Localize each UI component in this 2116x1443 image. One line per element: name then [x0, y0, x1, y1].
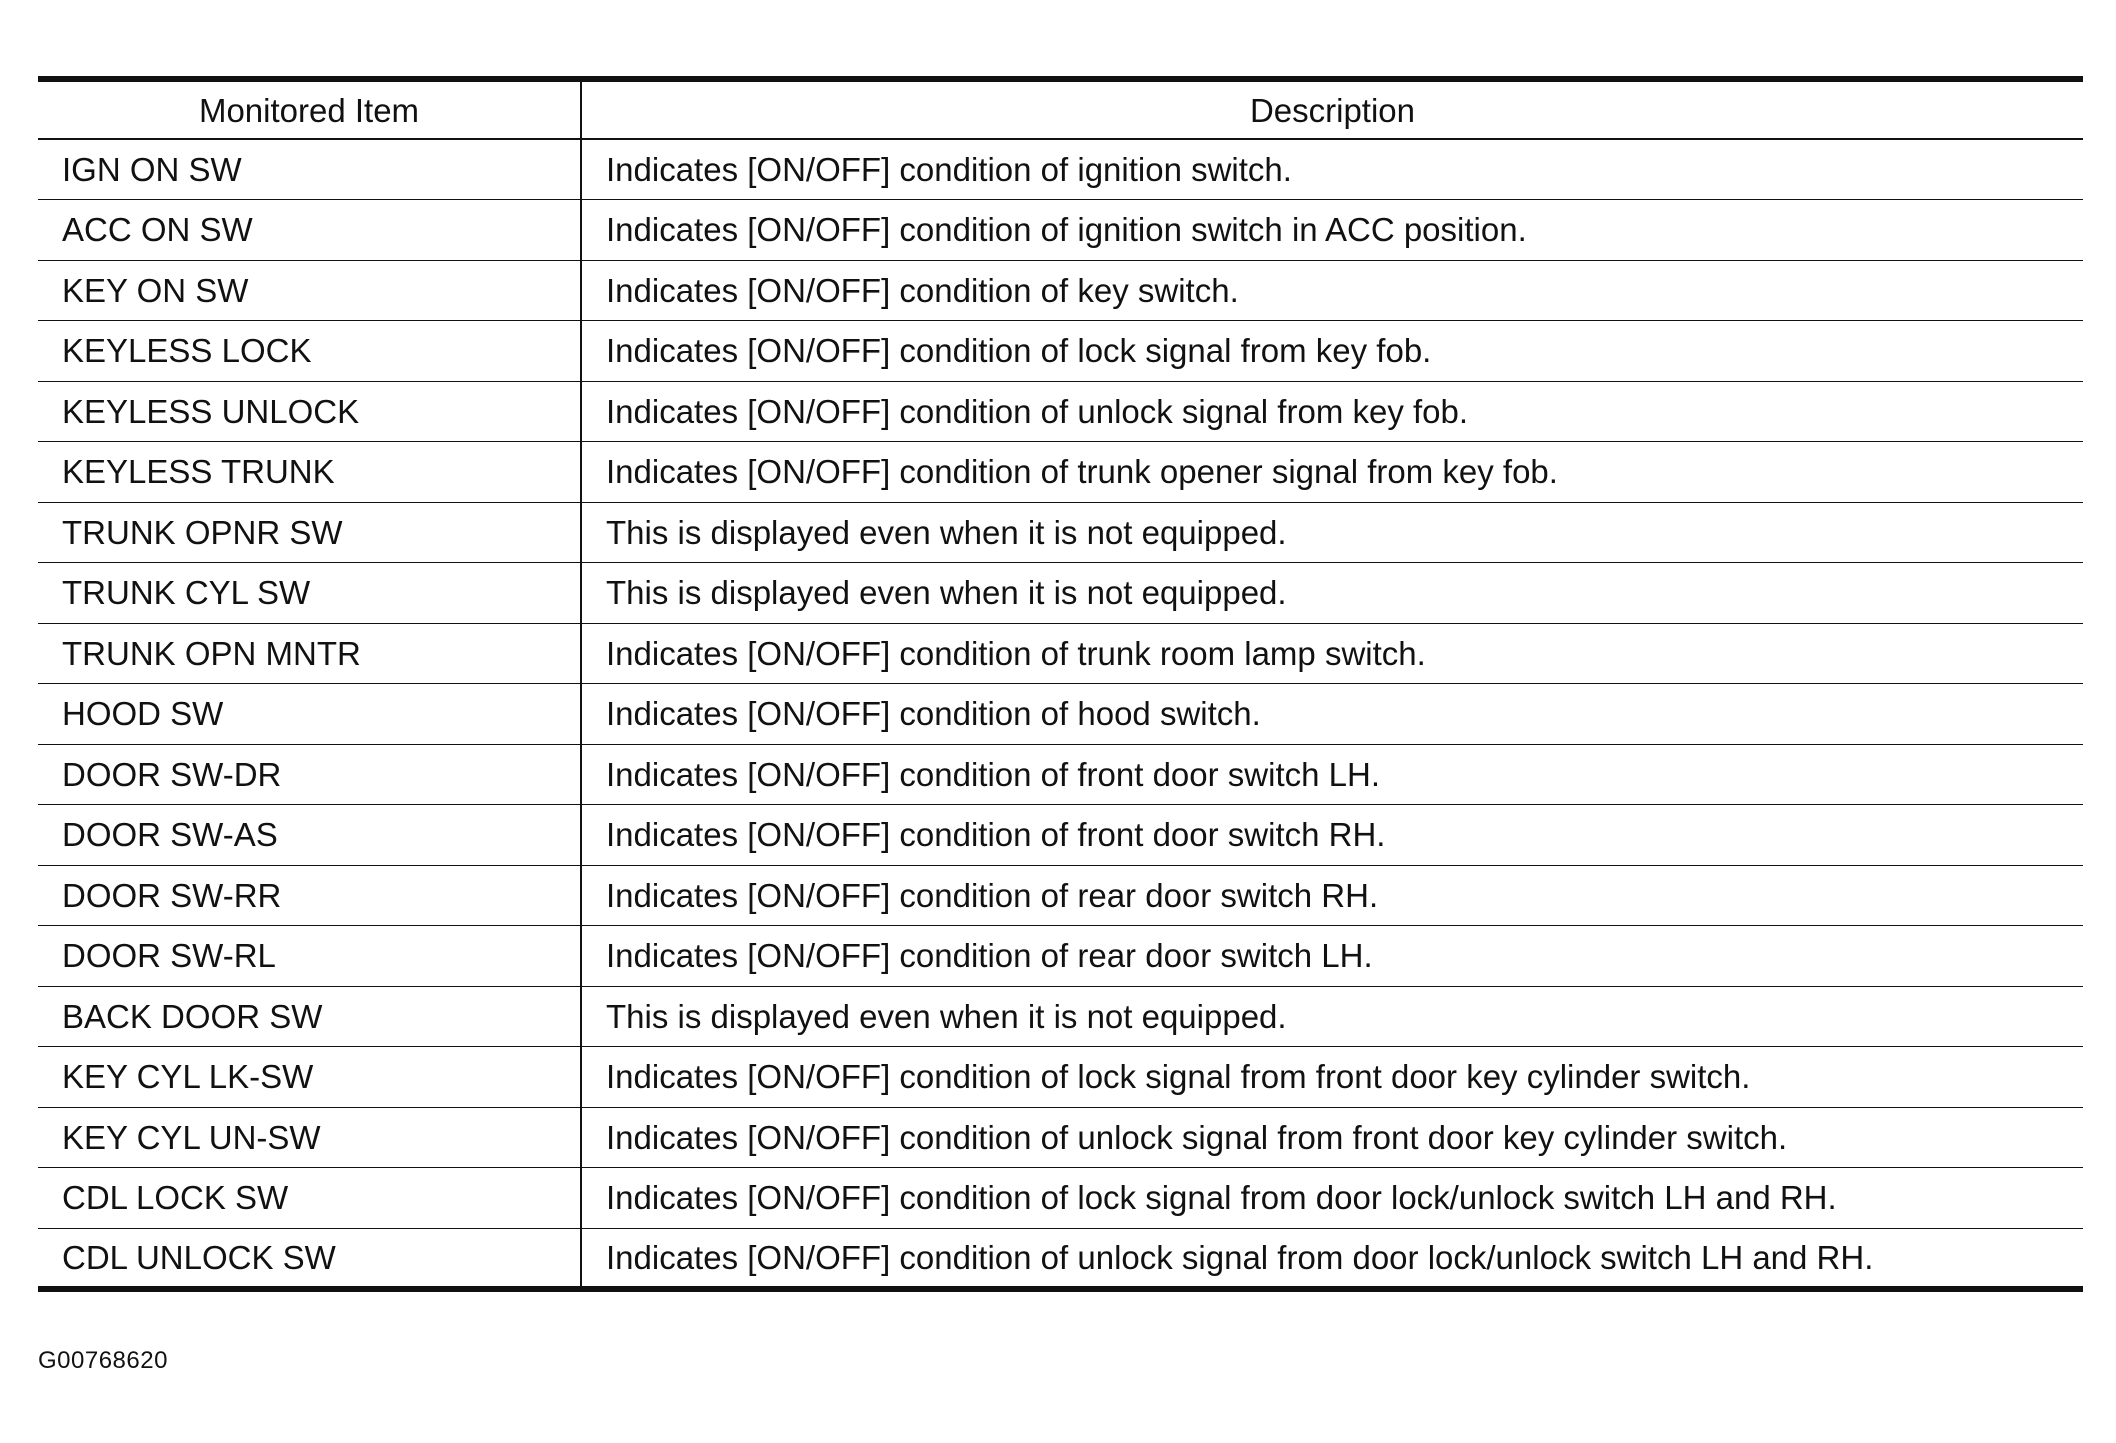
- description-cell: Indicates [ON/OFF] condition of unlock signal from front door key cylinder switch.: [581, 1107, 2083, 1168]
- description-cell: Indicates [ON/OFF] condition of key switch.: [581, 260, 2083, 321]
- table-row: [38, 381, 2083, 442]
- monitored-item-cell: KEYLESS TRUNK: [38, 442, 581, 503]
- monitored-item-cell: KEY ON SW: [38, 260, 581, 321]
- table-row: [38, 260, 2083, 321]
- monitored-item-cell: DOOR SW-RL: [38, 926, 581, 987]
- table-row: [38, 563, 2083, 624]
- description-cell: This is displayed even when it is not equipped.: [581, 563, 2083, 624]
- table-row: [38, 986, 2083, 1047]
- monitored-item-cell: KEYLESS LOCK: [38, 321, 581, 382]
- description-cell: Indicates [ON/OFF] condition of unlock signal from key fob.: [581, 381, 2083, 442]
- description-cell: Indicates [ON/OFF] condition of lock signal from door lock/unlock switch LH and RH.: [581, 1168, 2083, 1229]
- table-body: [38, 139, 2083, 1289]
- table-row: [38, 321, 2083, 382]
- monitored-item-cell: IGN ON SW: [38, 139, 581, 200]
- table-row: [38, 1228, 2083, 1289]
- description-cell: Indicates [ON/OFF] condition of trunk room lamp switch.: [581, 623, 2083, 684]
- description-cell: Indicates [ON/OFF] condition of rear door switch LH.: [581, 926, 2083, 987]
- monitored-item-cell: KEYLESS UNLOCK: [38, 381, 581, 442]
- monitored-item-cell: TRUNK OPN MNTR: [38, 623, 581, 684]
- monitored-item-cell: KEY CYL LK-SW: [38, 1047, 581, 1108]
- figure-id: G00768620: [38, 1347, 168, 1374]
- table-row: [38, 200, 2083, 261]
- description-cell: Indicates [ON/OFF] condition of ignition switch.: [581, 139, 2083, 200]
- monitored-item-cell: HOOD SW: [38, 684, 581, 745]
- table-row: [38, 1168, 2083, 1229]
- monitored-item-cell: DOOR SW-AS: [38, 805, 581, 866]
- monitored-item-cell: TRUNK CYL SW: [38, 563, 581, 624]
- description-cell: Indicates [ON/OFF] condition of hood switch.: [581, 684, 2083, 745]
- table-row: [38, 502, 2083, 563]
- description-cell: Indicates [ON/OFF] condition of unlock signal from door lock/unlock switch LH and RH.: [581, 1228, 2083, 1289]
- description-cell: Indicates [ON/OFF] condition of lock signal from key fob.: [581, 321, 2083, 382]
- monitored-item-cell: ACC ON SW: [38, 200, 581, 261]
- description-cell: Indicates [ON/OFF] condition of trunk opener signal from key fob.: [581, 442, 2083, 503]
- monitored-item-cell: TRUNK OPNR SW: [38, 502, 581, 563]
- table-header-row: [38, 79, 2083, 139]
- monitored-item-cell: CDL LOCK SW: [38, 1168, 581, 1229]
- monitor-table: [38, 76, 2083, 1292]
- table-row: [38, 139, 2083, 200]
- header-description: Description: [581, 79, 2083, 139]
- table-row: [38, 744, 2083, 805]
- monitored-item-cell: KEY CYL UN-SW: [38, 1107, 581, 1168]
- monitored-item-cell: CDL UNLOCK SW: [38, 1228, 581, 1289]
- table-row: [38, 623, 2083, 684]
- description-cell: Indicates [ON/OFF] condition of ignition switch in ACC position.: [581, 200, 2083, 261]
- table-row: [38, 926, 2083, 987]
- monitor-table-container: [38, 76, 2083, 1292]
- monitored-item-cell: DOOR SW-RR: [38, 865, 581, 926]
- description-cell: Indicates [ON/OFF] condition of front door switch RH.: [581, 805, 2083, 866]
- table-row: [38, 442, 2083, 503]
- monitored-item-cell: DOOR SW-DR: [38, 744, 581, 805]
- description-cell: This is displayed even when it is not equipped.: [581, 502, 2083, 563]
- table-row: [38, 684, 2083, 745]
- monitored-item-cell: BACK DOOR SW: [38, 986, 581, 1047]
- description-cell: This is displayed even when it is not equipped.: [581, 986, 2083, 1047]
- description-cell: Indicates [ON/OFF] condition of rear door switch RH.: [581, 865, 2083, 926]
- table-row: [38, 1107, 2083, 1168]
- table-row: [38, 1047, 2083, 1108]
- table-row: [38, 805, 2083, 866]
- description-cell: Indicates [ON/OFF] condition of front door switch LH.: [581, 744, 2083, 805]
- header-monitored-item: Monitored Item: [38, 79, 581, 139]
- description-cell: Indicates [ON/OFF] condition of lock signal from front door key cylinder switch.: [581, 1047, 2083, 1108]
- table-row: [38, 865, 2083, 926]
